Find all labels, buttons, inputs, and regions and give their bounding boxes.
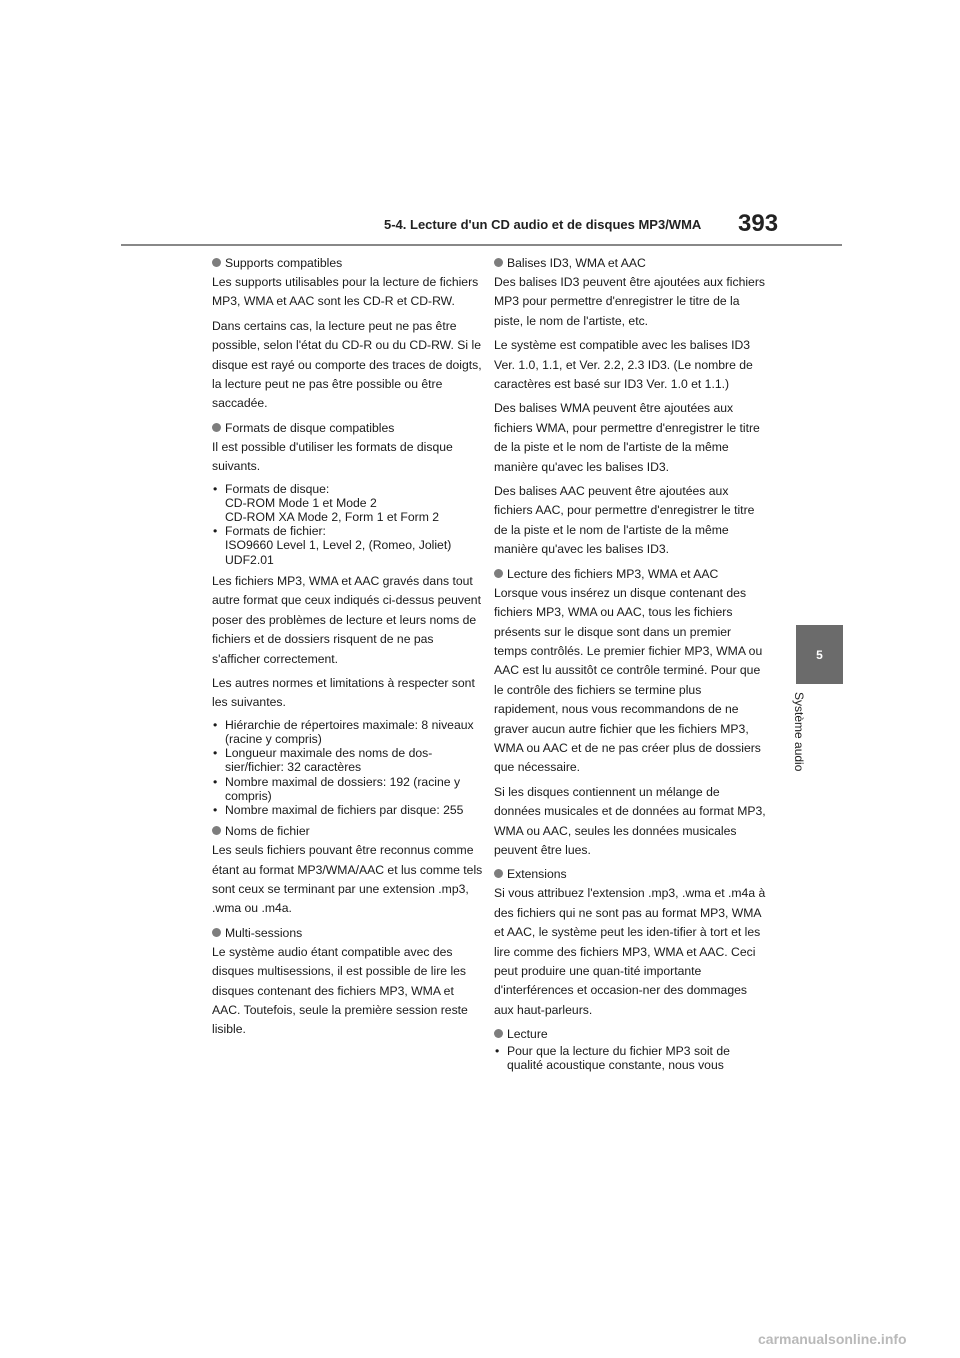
paragraph: Des balises ID3 peuvent être ajoutées aux fichiers MP3 pour permettre d'enregistrer le titre de la piste, le nom de l'artiste, etc. [494,275,765,328]
paragraph: Des balises WMA peuvent être ajoutées aux fichiers WMA, pour permettre d'enregistrer le titre de la piste et le nom de l'artiste de la même manière qu'avec les balises ID3. [494,401,760,474]
list-item: • Formats de disque: CD-ROM Mode 1 et Mode 2 CD-ROM XA Mode 2, Form 1 et Form 2 [212,482,484,525]
list-item: • Nombre maximal de dossiers: 192 (racine y compris) [212,775,484,803]
chapter-tab: 5 [796,625,843,684]
bullet-icon [494,1029,503,1038]
section-heading: Lecture des fichiers MP3, WMA et AAC [494,565,766,584]
watermark: carmanualsonline.info [758,1331,907,1347]
list-item: • Hiérarchie de répertoires maximale: 8 niveaux (racine y compris) [212,718,484,746]
paragraph: Les autres normes et limitations à respecter sont les suivantes. [212,675,475,710]
right-column [494,254,766,1078]
paragraph: Si les disques contiennent un mélange de données musicales et de données au format MP3, WMA ou AAC, seules les données musicales peuvent être lues. [494,784,766,857]
section-heading: Multi-sessions [212,924,484,943]
paragraph: Le système est compatible avec les balises ID3 Ver. 1.0, 1.1, et Ver. 2.2, 2.3 ID3. (Le nombre de caractères est basé sur ID3 Ver. 1.0 et 1.1.) [494,338,753,392]
format-list [212,482,484,567]
paragraph: Des balises AAC peuvent être ajoutées aux fichiers AAC, pour permettre d'enregistrer le titre de la piste et le nom de l'artiste de la même manière qu'avec les balises ID3. [494,484,755,557]
paragraph: Il est possible d'utiliser les formats de disque suivants. [212,439,453,474]
section-lecture [494,1025,766,1072]
paragraph: Les seuls fichiers pouvant être reconnus comme étant au format MP3/WMA/AAC et lus comme tels sont ceux se terminant par une extension .mp3, .wma ou .m4a. [212,843,483,916]
paragraph: Si vous attribuez l'extension .mp3, .wma et .m4a à des fichiers qui ne sont pas au format MP3, WMA et AAC, le système peut les iden-tifier à tort et les lire comme des fichiers MP3, WMA et AAC. Ceci peut produire une quan-tité importante d'interférences et occasion-ner des dommages aux haut-parleurs. [494,886,766,1017]
section-tags [494,254,766,560]
paragraph: Dans certains cas, la lecture peut ne pas être possible, selon l'état du CD-R ou du CD-RW. Si le disque est rayé ou comporte des traces de doigts, la lecture peut ne pas être possible ou être saccadée. [212,318,482,411]
bullet-icon [212,423,221,432]
section-heading: Balises ID3, WMA et AAC [494,254,766,273]
header-rule [121,244,842,246]
list-item: • Formats de fichier: ISO9660 Level 1, Level 2, (Romeo, Joliet) UDF2.01 [212,524,484,567]
section-playback-files [494,565,766,861]
bullet-icon [494,258,503,267]
header-section-title: 5-4. Lecture d'un CD audio et de disques MP3/WMA [384,217,702,232]
list-item: • Nombre maximal de fichiers par disque: 255 [212,803,484,817]
lecture-list [494,1044,766,1072]
section-filenames [212,822,484,919]
paragraph: Les fichiers MP3, WMA et AAC gravés dans tout autre format que ceux indiqués ci-dessus peuvent poser des problèmes de lecture et leurs noms de fichiers et de dossiers risquent de ne pas s'afficher correctement. [212,573,481,666]
bullet-icon [212,826,221,835]
chapter-label: Système audio [792,692,806,772]
bullet-icon [212,258,221,267]
bullet-icon [212,928,221,937]
paragraph: Les supports utilisables pour la lecture de fichiers MP3, WMA et AAC sont les CD-R et CD-RW. [212,275,479,309]
bullet-icon [494,869,503,878]
section-supports [212,254,484,414]
paragraph: Le système audio étant compatible avec des disques multisessions, il est possible de lire les disques contenant des fichiers MP3, WMA et AAC. Toutefois, seule la première session reste lisible. [212,944,468,1037]
paragraph: Lorsque vous insérez un disque contenant des fichiers MP3, WMA ou AAC, tous les fichiers présents sur le disque sont dans un premier temps contrôlés. Le premier fichier MP3, WMA ou AAC est lu aussitôt ce contrôle terminé. Pour que le contrôle des fichiers se termine plus rapidement, nous vous recommandons de ne graver aucun autre fichier que les fichiers MP3, WMA ou AAC et de ne pas créer plus de dossiers que nécessaire. [494,585,763,775]
list-item: • Longueur maximale des noms de dos-sier/fichier: 32 caractères [212,746,484,774]
left-column [212,254,484,1045]
list-item: • Pour que la lecture du fichier MP3 soit de qualité acoustique constante, nous vous [494,1044,766,1072]
bullet-icon [494,569,503,578]
section-heading: Lecture [494,1025,766,1044]
section-formats [212,419,484,817]
limits-list [212,718,484,817]
section-heading: Extensions [494,865,766,884]
section-extensions [494,865,766,1020]
section-heading: Formats de disque compatibles [212,419,484,438]
section-multisession [212,924,484,1040]
section-heading: Noms de fichier [212,822,484,841]
page-number: 393 [738,210,779,237]
section-heading: Supports compatibles [212,254,484,273]
